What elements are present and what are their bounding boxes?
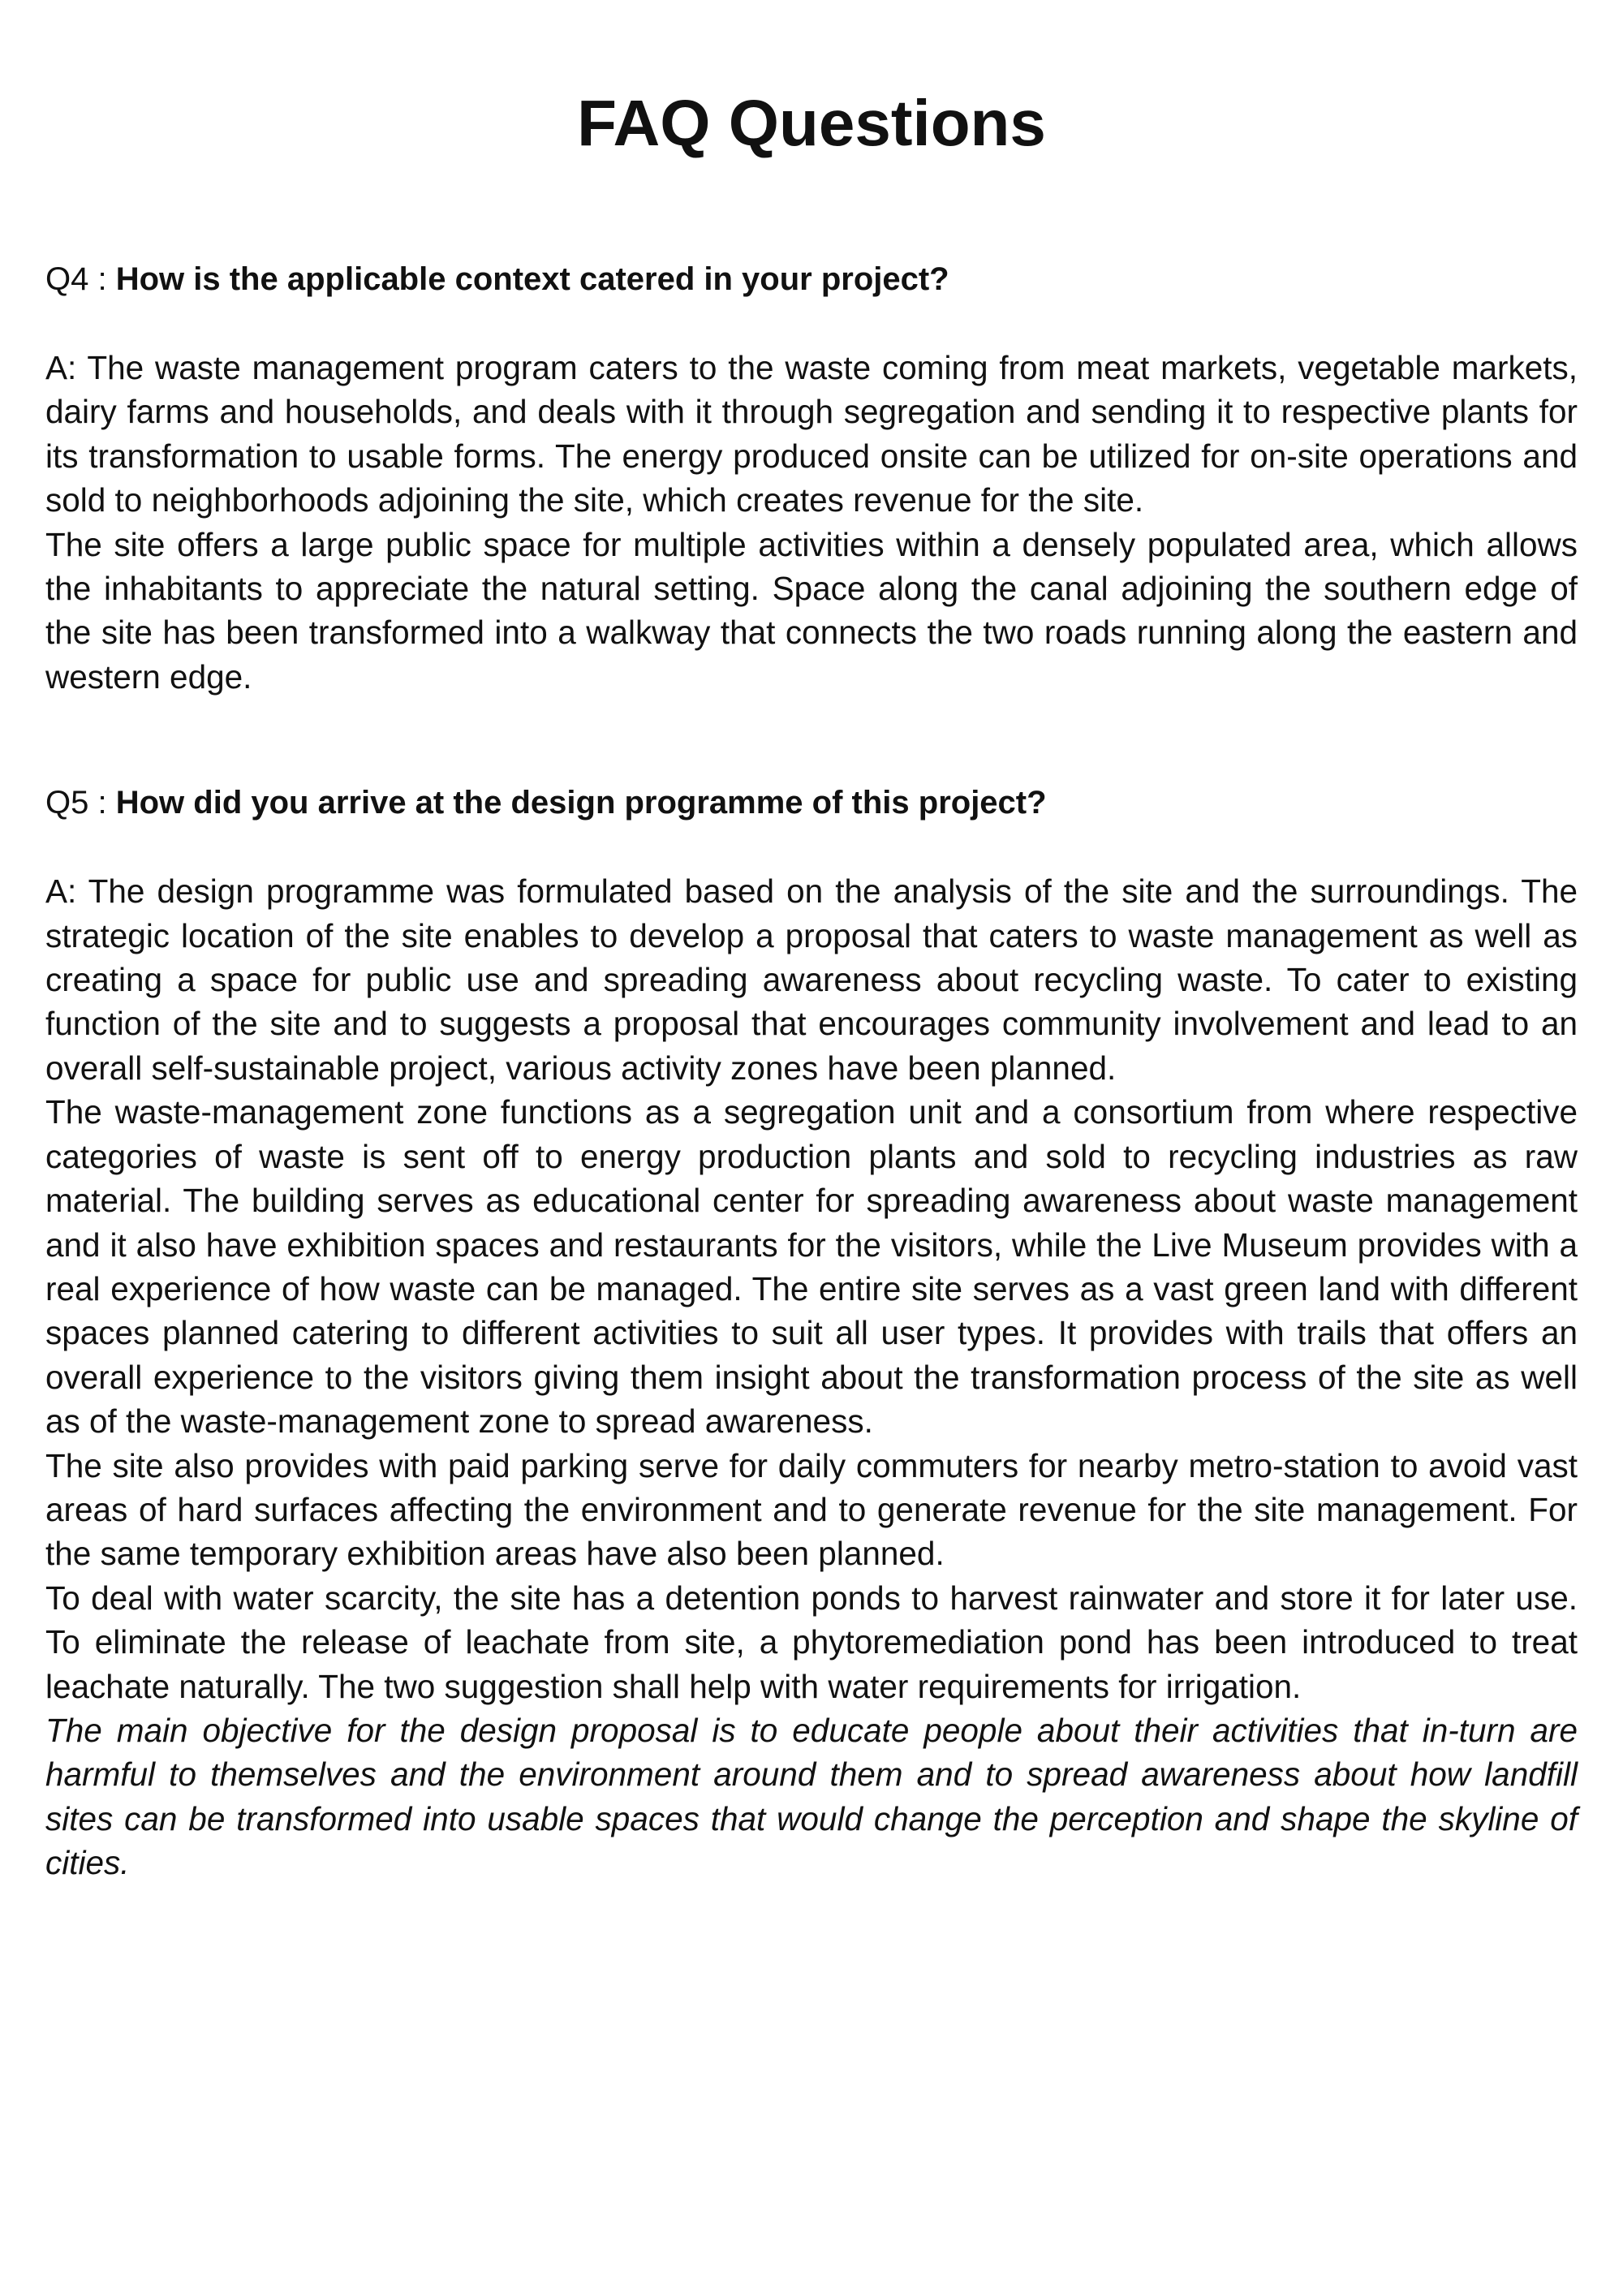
faq-answer: [45, 869, 1578, 1885]
faq-item-q5: [45, 780, 1578, 1885]
objective-paragraph: The main objective for the design proposal is to educate people about their activities that in-turn are harmful to themselves and the environment around them and to spread awareness about how landfill sites can be transformed into usable spaces that would change the perception and shape the skyline of cities.: [45, 1711, 1578, 1882]
answer-paragraph: The site offers a large public space for multiple activities within a densely populated area, which allows the inhabitants to appreciate the natural setting. Space along the canal adjoining the southern edge of the site has been transformed into a walkway that connects the two roads running along the eastern and western edge.: [45, 525, 1578, 696]
answer-paragraph: The site also provides with paid parking serve for daily commuters for nearby metro-station to avoid vast areas of hard surfaces affecting the environment and to generate revenue for the site management. For the same temporary exhibition areas have also been planned.: [45, 1446, 1578, 1573]
answer-paragraph: To deal with water scarcity, the site has a detention ponds to harvest rainwater and store it for later use. To eliminate the release of leachate from site, a phytoremediation pond has been introduced to treat leachate naturally. The two suggestion shall help with water requirements for irrigation.: [45, 1579, 1578, 1705]
faq-question: [45, 780, 1578, 825]
page-title: FAQ Questions: [577, 87, 1046, 159]
question-label: Q4 :: [45, 261, 107, 297]
faq-item-q4: [45, 256, 1578, 699]
answer-paragraph: The waste-management zone functions as a segregation unit and a consortium from where respective categories of waste is sent off to energy production plants and sold to recycling industries as raw material. The building serves as educational center for spreading awareness about waste management and it also have exhibition spaces and restaurants for the visitors, while the Live Museum provides with a real experience of how waste can be managed. The entire site serves as a vast green land with different spaces planned catering to different activities to suit all user types. It provides with trails that offers an overall experience to the visitors giving them insight about the transformation process of the site as well as of the waste-management zone to spread awareness.: [45, 1093, 1578, 1441]
question-text: How did you arrive at the design programme of this project?: [115, 785, 1047, 821]
faq-question: [45, 256, 1578, 302]
faq-answer: [45, 346, 1578, 699]
answer-paragraph: A: The waste management program caters to the waste coming from meat markets, vegetable markets, dairy farms and households, and deals with it through segregation and sending it to respective plants for its transformation to usable forms. The energy produced onsite can be utilized for on-site operations and sold to neighborhoods adjoining the site, which creates revenue for the site.: [45, 349, 1578, 519]
question-label: Q5 :: [45, 785, 107, 821]
answer-paragraph: A: The design programme was formulated based on the analysis of the site and the surroundings. The strategic location of the site enables to develop a proposal that caters to waste management as well as creating a space for public use and spreading awareness about recycling waste. To cater to existing function of the site and to suggests a proposal that encourages community involvement and lead to an overall self-sustainable project, various activity zones have been planned.: [45, 872, 1578, 1087]
question-text: How is the applicable context catered in your project?: [115, 261, 949, 297]
document-page: [45, 0, 1578, 1885]
